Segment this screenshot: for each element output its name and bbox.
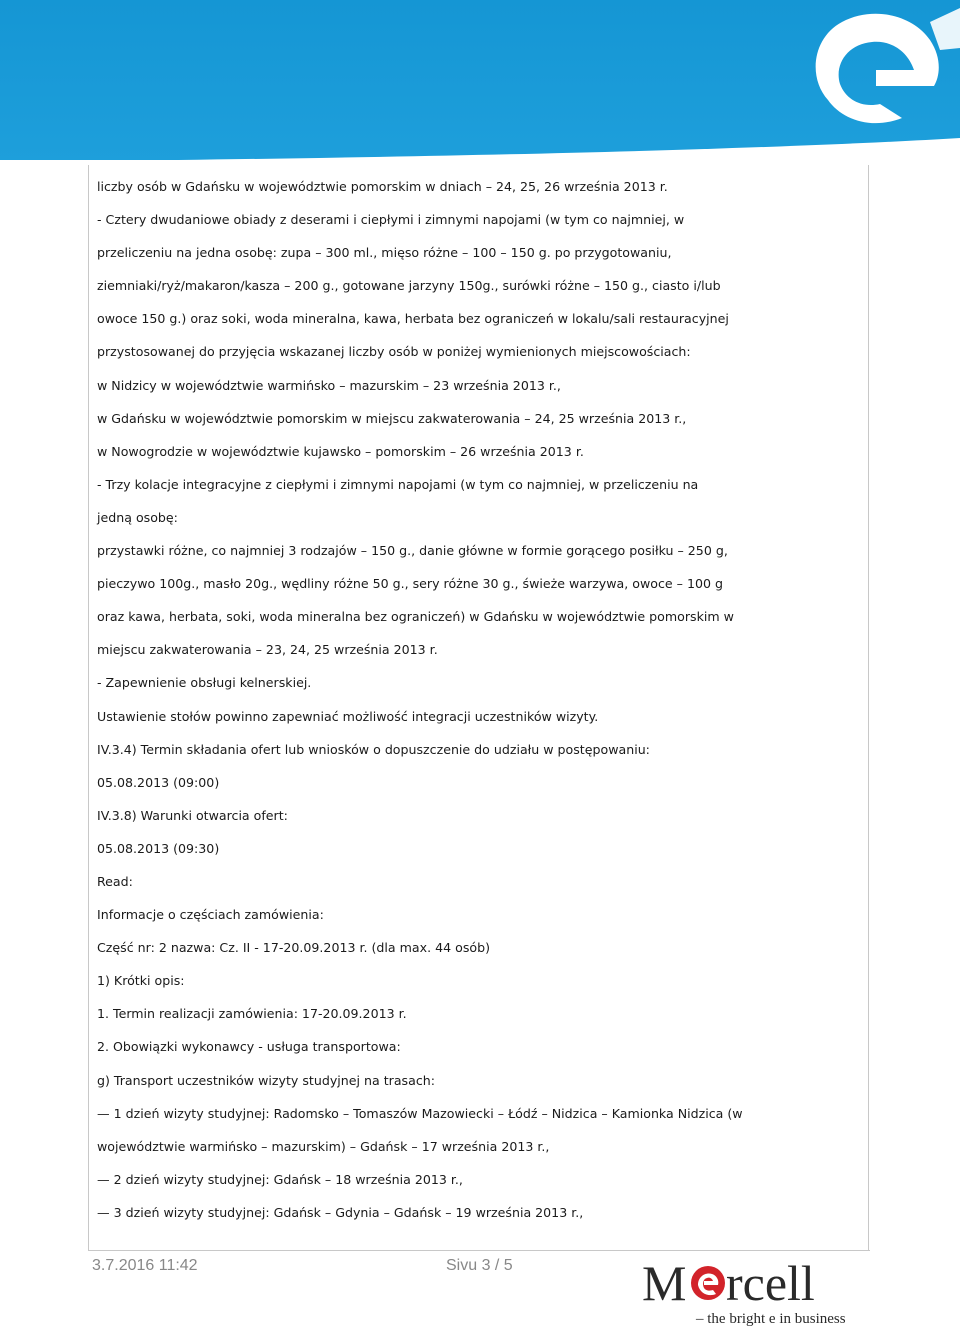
text-line: — 3 dzień wizyty studyjnej: Gdańsk – Gdynia – Gdańsk – 19 września 2013 r., [97, 1204, 584, 1220]
right-margin-rule [868, 165, 869, 1250]
text-line: w Nidzicy w województwie warmińsko – mazurskim – 23 września 2013 r., [97, 377, 561, 393]
text-line: IV.3.8) Warunki otwarcia ofert: [97, 807, 288, 823]
text-line: w Nowogrodzie w województwie kujawsko – pomorskim – 26 września 2013 r. [97, 443, 584, 459]
left-margin-rule [88, 165, 89, 1250]
text-line: 2. Obowiązki wykonawcy - usługa transportowa: [97, 1039, 401, 1055]
marcell-logo-graphic [640, 1254, 870, 1329]
footer-timestamp: 3.7.2016 11:42 [92, 1257, 198, 1274]
text-line: oraz kawa, herbata, soki, woda mineralna bez ograniczeń) w Gdańsku w województwie pomorskim w [97, 609, 734, 625]
text-line: — 2 dzień wizyty studyjnej: Gdańsk – 18 września 2013 r., [97, 1171, 463, 1187]
text-line: miejscu zakwaterowania – 23, 24, 25 września 2013 r. [97, 642, 438, 658]
logo-tagline: – the bright e in business [696, 1311, 846, 1327]
text-line: ziemniaki/ryż/makaron/kasza – 200 g., gotowane jarzyny 150g., surówki różne – 150 g., ciasto i/lub [97, 278, 721, 294]
text-line: 05.08.2013 (09:00) [97, 774, 220, 790]
text-line: jedną osobę: [97, 509, 178, 525]
text-line: Informacje o częściach zamówienia: [97, 907, 324, 923]
text-line: 05.08.2013 (09:30) [97, 840, 220, 856]
text-line: g) Transport uczestników wizyty studyjnej na trasach: [97, 1072, 435, 1088]
text-line: 1) Krótki opis: [97, 973, 185, 989]
marcell-logo [640, 1254, 870, 1329]
text-line: przystawki różne, co najmniej 3 rodzajów – 150 g., danie główne w formie gorącego posiłku – 250 g, [97, 543, 728, 559]
footer-divider [88, 1250, 870, 1251]
text-line: województwie warmińsko – mazurskim) – Gdańsk – 17 września 2013 r., [97, 1138, 550, 1154]
text-line: 1. Termin realizacji zamówienia: 17-20.09.2013 r. [97, 1006, 407, 1022]
text-line: liczby osób w Gdańsku w województwie pomorskim w dniach – 24, 25, 26 września 2013 r. [97, 179, 668, 194]
text-line: - Cztery dwudaniowe obiady z deserami i ciepłymi i zimnymi napojami (w tym co najmniej, w [97, 212, 685, 228]
text-line: przeliczeniu na jedna osobę: zupa – 300 ml., mięso różne – 100 – 150 g. po przygotowaniu, [97, 245, 672, 261]
text-line: owoce 150 g.) oraz soki, woda mineralna, kawa, herbata bez ograniczeń w lokalu/sali restauracyjnej [97, 311, 729, 327]
text-line: przystosowanej do przyjęcia wskazanej liczby osób w poniżej wymienionych miejscowościach: [97, 344, 691, 360]
svg-text:rcell: rcell [726, 1255, 815, 1311]
red-e-icon [691, 1266, 725, 1300]
text-line: IV.3.4) Termin składania ofert lub wniosków o dopuszczenie do udziału w postępowaniu: [97, 741, 650, 757]
text-line: - Trzy kolacje integracyjne z ciepłymi i zimnymi napojami (w tym co najmniej, w przeliczeniu na [97, 476, 699, 492]
svg-text:M: M [642, 1255, 687, 1311]
header-banner [0, 0, 960, 160]
text-line: pieczywo 100g., masło 20g., wędliny różne 50 g., sery różne 30 g., świeże warzywa, owoce – 100 g [97, 576, 723, 592]
text-line: Część nr: 2 nazwa: Cz. II - 17-20.09.2013 r. (dla max. 44 osób) [97, 940, 490, 956]
text-line: Ustawienie stołów powinno zapewniać możliwość integracji uczestników wizyty. [97, 708, 599, 724]
text-line: Read: [97, 873, 133, 889]
document-body [97, 176, 857, 1235]
text-line: w Gdańsku w województwie pomorskim w miejscu zakwaterowania – 24, 25 września 2013 r., [97, 410, 687, 426]
text-line: — 1 dzień wizyty studyjnej: Radomsko – Tomaszów Mazowiecki – Łódź – Nidzica – Kamionka Nidzica (w [97, 1105, 743, 1121]
footer-page-number: Sivu 3 / 5 [446, 1257, 513, 1274]
banner-wave-graphic [0, 0, 960, 160]
text-line: - Zapewnienie obsługi kelnerskiej. [97, 675, 312, 691]
